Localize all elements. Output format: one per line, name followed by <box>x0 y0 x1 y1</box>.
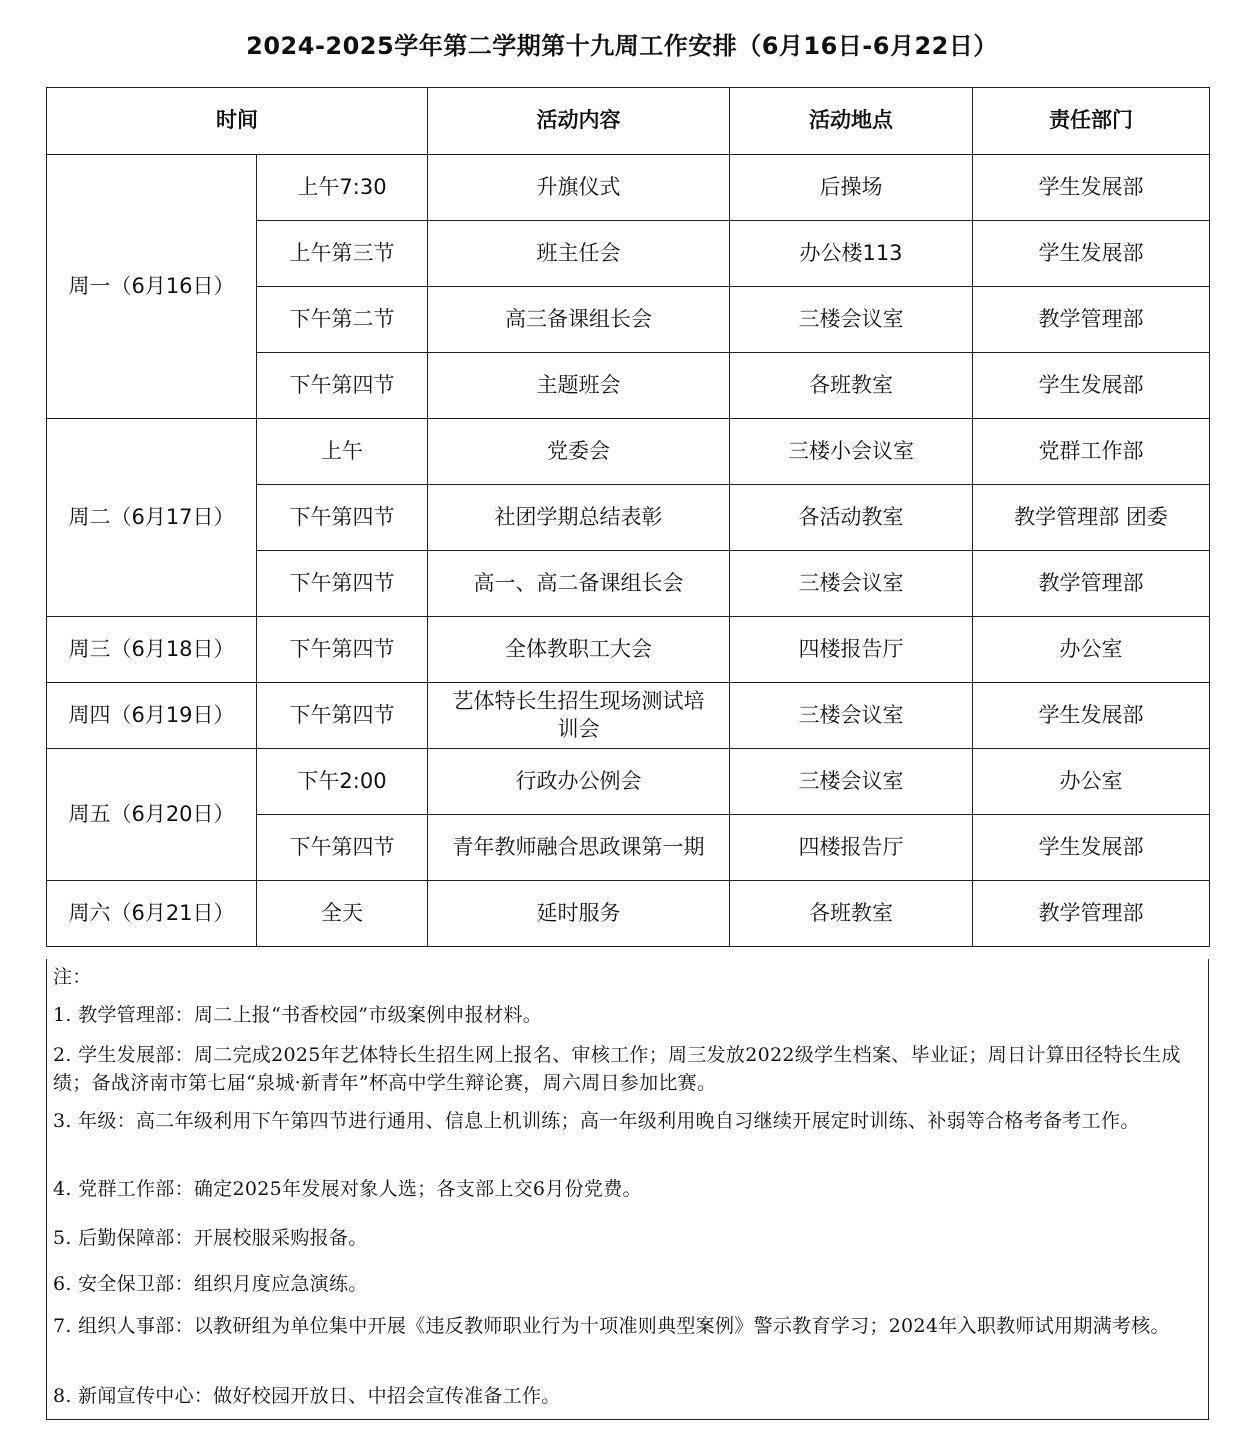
day-cell: 周六（6月21日） <box>47 881 257 947</box>
notes-label: 注： <box>53 966 92 988</box>
department-cell: 教学管理部 <box>973 881 1210 947</box>
note-item: 1. 教学管理部：周二上报“书香校园”市级案例申报材料。 <box>53 1004 542 1026</box>
content-cell: 社团学期总结表彰 <box>428 485 730 551</box>
content-cell: 高三备课组长会 <box>428 287 730 353</box>
time-cell: 上午 <box>257 419 428 485</box>
content-cell: 青年教师融合思政课第一期 <box>428 815 730 881</box>
time-cell: 下午2:00 <box>257 749 428 815</box>
time-cell: 下午第二节 <box>257 287 428 353</box>
day-cell: 周五（6月20日） <box>47 749 257 881</box>
table-row <box>47 419 1210 485</box>
time-cell: 下午第四节 <box>257 683 428 749</box>
location-cell: 各班教室 <box>730 353 973 419</box>
content-cell: 行政办公例会 <box>428 749 730 815</box>
header-content: 活动内容 <box>428 88 730 155</box>
header-location: 活动地点 <box>730 88 973 155</box>
page-title: 2024-2025学年第二学期第十九周工作安排（6月16日-6月22日） <box>246 32 998 60</box>
header-row <box>47 88 1210 155</box>
location-cell: 各班教室 <box>730 881 973 947</box>
note-item: 4. 党群工作部：确定2025年发展对象人选；各支部上交6月份党费。 <box>53 1178 642 1200</box>
time-cell: 上午第三节 <box>257 221 428 287</box>
department-cell: 学生发展部 <box>973 815 1210 881</box>
note-item: 5. 后勤保障部：开展校服采购报备。 <box>53 1227 368 1249</box>
department-cell: 教学管理部 <box>973 551 1210 617</box>
day-cell: 周三（6月18日） <box>47 617 257 683</box>
content-cell: 全体教职工大会 <box>428 617 730 683</box>
content-cell: 延时服务 <box>428 881 730 947</box>
time-cell: 下午第四节 <box>257 551 428 617</box>
content-cell: 艺体特长生招生现场测试培训会 <box>428 683 730 749</box>
location-cell: 后操场 <box>730 155 973 221</box>
content-cell: 党委会 <box>428 419 730 485</box>
location-cell: 三楼会议室 <box>730 749 973 815</box>
notes-section <box>46 959 1209 1420</box>
day-cell: 周二（6月17日） <box>47 419 257 617</box>
location-cell: 三楼会议室 <box>730 551 973 617</box>
content-cell: 主题班会 <box>428 353 730 419</box>
table-row <box>47 617 1210 683</box>
time-cell: 下午第四节 <box>257 815 428 881</box>
time-cell: 下午第四节 <box>257 353 428 419</box>
department-cell: 学生发展部 <box>973 353 1210 419</box>
location-cell: 三楼会议室 <box>730 683 973 749</box>
location-cell: 三楼会议室 <box>730 287 973 353</box>
content-cell: 高一、高二备课组长会 <box>428 551 730 617</box>
department-cell: 党群工作部 <box>973 419 1210 485</box>
note-item: 3. 年级：高二年级利用下午第四节进行通用、信息上机训练；高一年级利用晚自习继续开展定时训练、补弱等合格考备考工作。 <box>53 1110 1140 1132</box>
table-row <box>47 155 1210 221</box>
schedule-table <box>46 87 1210 947</box>
content-cell: 升旗仪式 <box>428 155 730 221</box>
time-cell: 下午第四节 <box>257 485 428 551</box>
table-row <box>47 881 1210 947</box>
department-cell: 学生发展部 <box>973 221 1210 287</box>
day-cell: 周四（6月19日） <box>47 683 257 749</box>
note-item: 7. 组织人事部：以教研组为单位集中开展《违反教师职业行为十项准则典型案例》警示教育学习；2024年入职教师试用期满考核。 <box>53 1315 1170 1337</box>
location-cell: 各活动教室 <box>730 485 973 551</box>
note-item: 2. 学生发展部：周二完成2025年艺体特长生招生网上报名、审核工作；周三发放2022级学生档案、毕业证；周日计算田径特长生成绩；备战济南市第七届“泉城·新青年”杯高中学生辩论赛，周六周日参加比赛。 <box>53 1044 1181 1094</box>
location-cell: 办公楼113 <box>730 221 973 287</box>
note-item: 8. 新闻宣传中心：做好校园开放日、中招会宣传准备工作。 <box>53 1385 561 1407</box>
department-cell: 办公室 <box>973 749 1210 815</box>
time-cell: 上午7:30 <box>257 155 428 221</box>
note-item: 6. 安全保卫部：组织月度应急演练。 <box>53 1273 368 1295</box>
department-cell: 教学管理部 团委 <box>973 485 1210 551</box>
content-cell: 班主任会 <box>428 221 730 287</box>
department-cell: 教学管理部 <box>973 287 1210 353</box>
time-cell: 全天 <box>257 881 428 947</box>
header-time: 时间 <box>47 88 428 155</box>
location-cell: 四楼报告厅 <box>730 617 973 683</box>
location-cell: 四楼报告厅 <box>730 815 973 881</box>
table-row <box>47 683 1210 749</box>
location-cell: 三楼小会议室 <box>730 419 973 485</box>
time-cell: 下午第四节 <box>257 617 428 683</box>
department-cell: 学生发展部 <box>973 683 1210 749</box>
department-cell: 办公室 <box>973 617 1210 683</box>
day-cell: 周一（6月16日） <box>47 155 257 419</box>
table-row <box>47 749 1210 815</box>
header-department: 责任部门 <box>973 88 1210 155</box>
department-cell: 学生发展部 <box>973 155 1210 221</box>
